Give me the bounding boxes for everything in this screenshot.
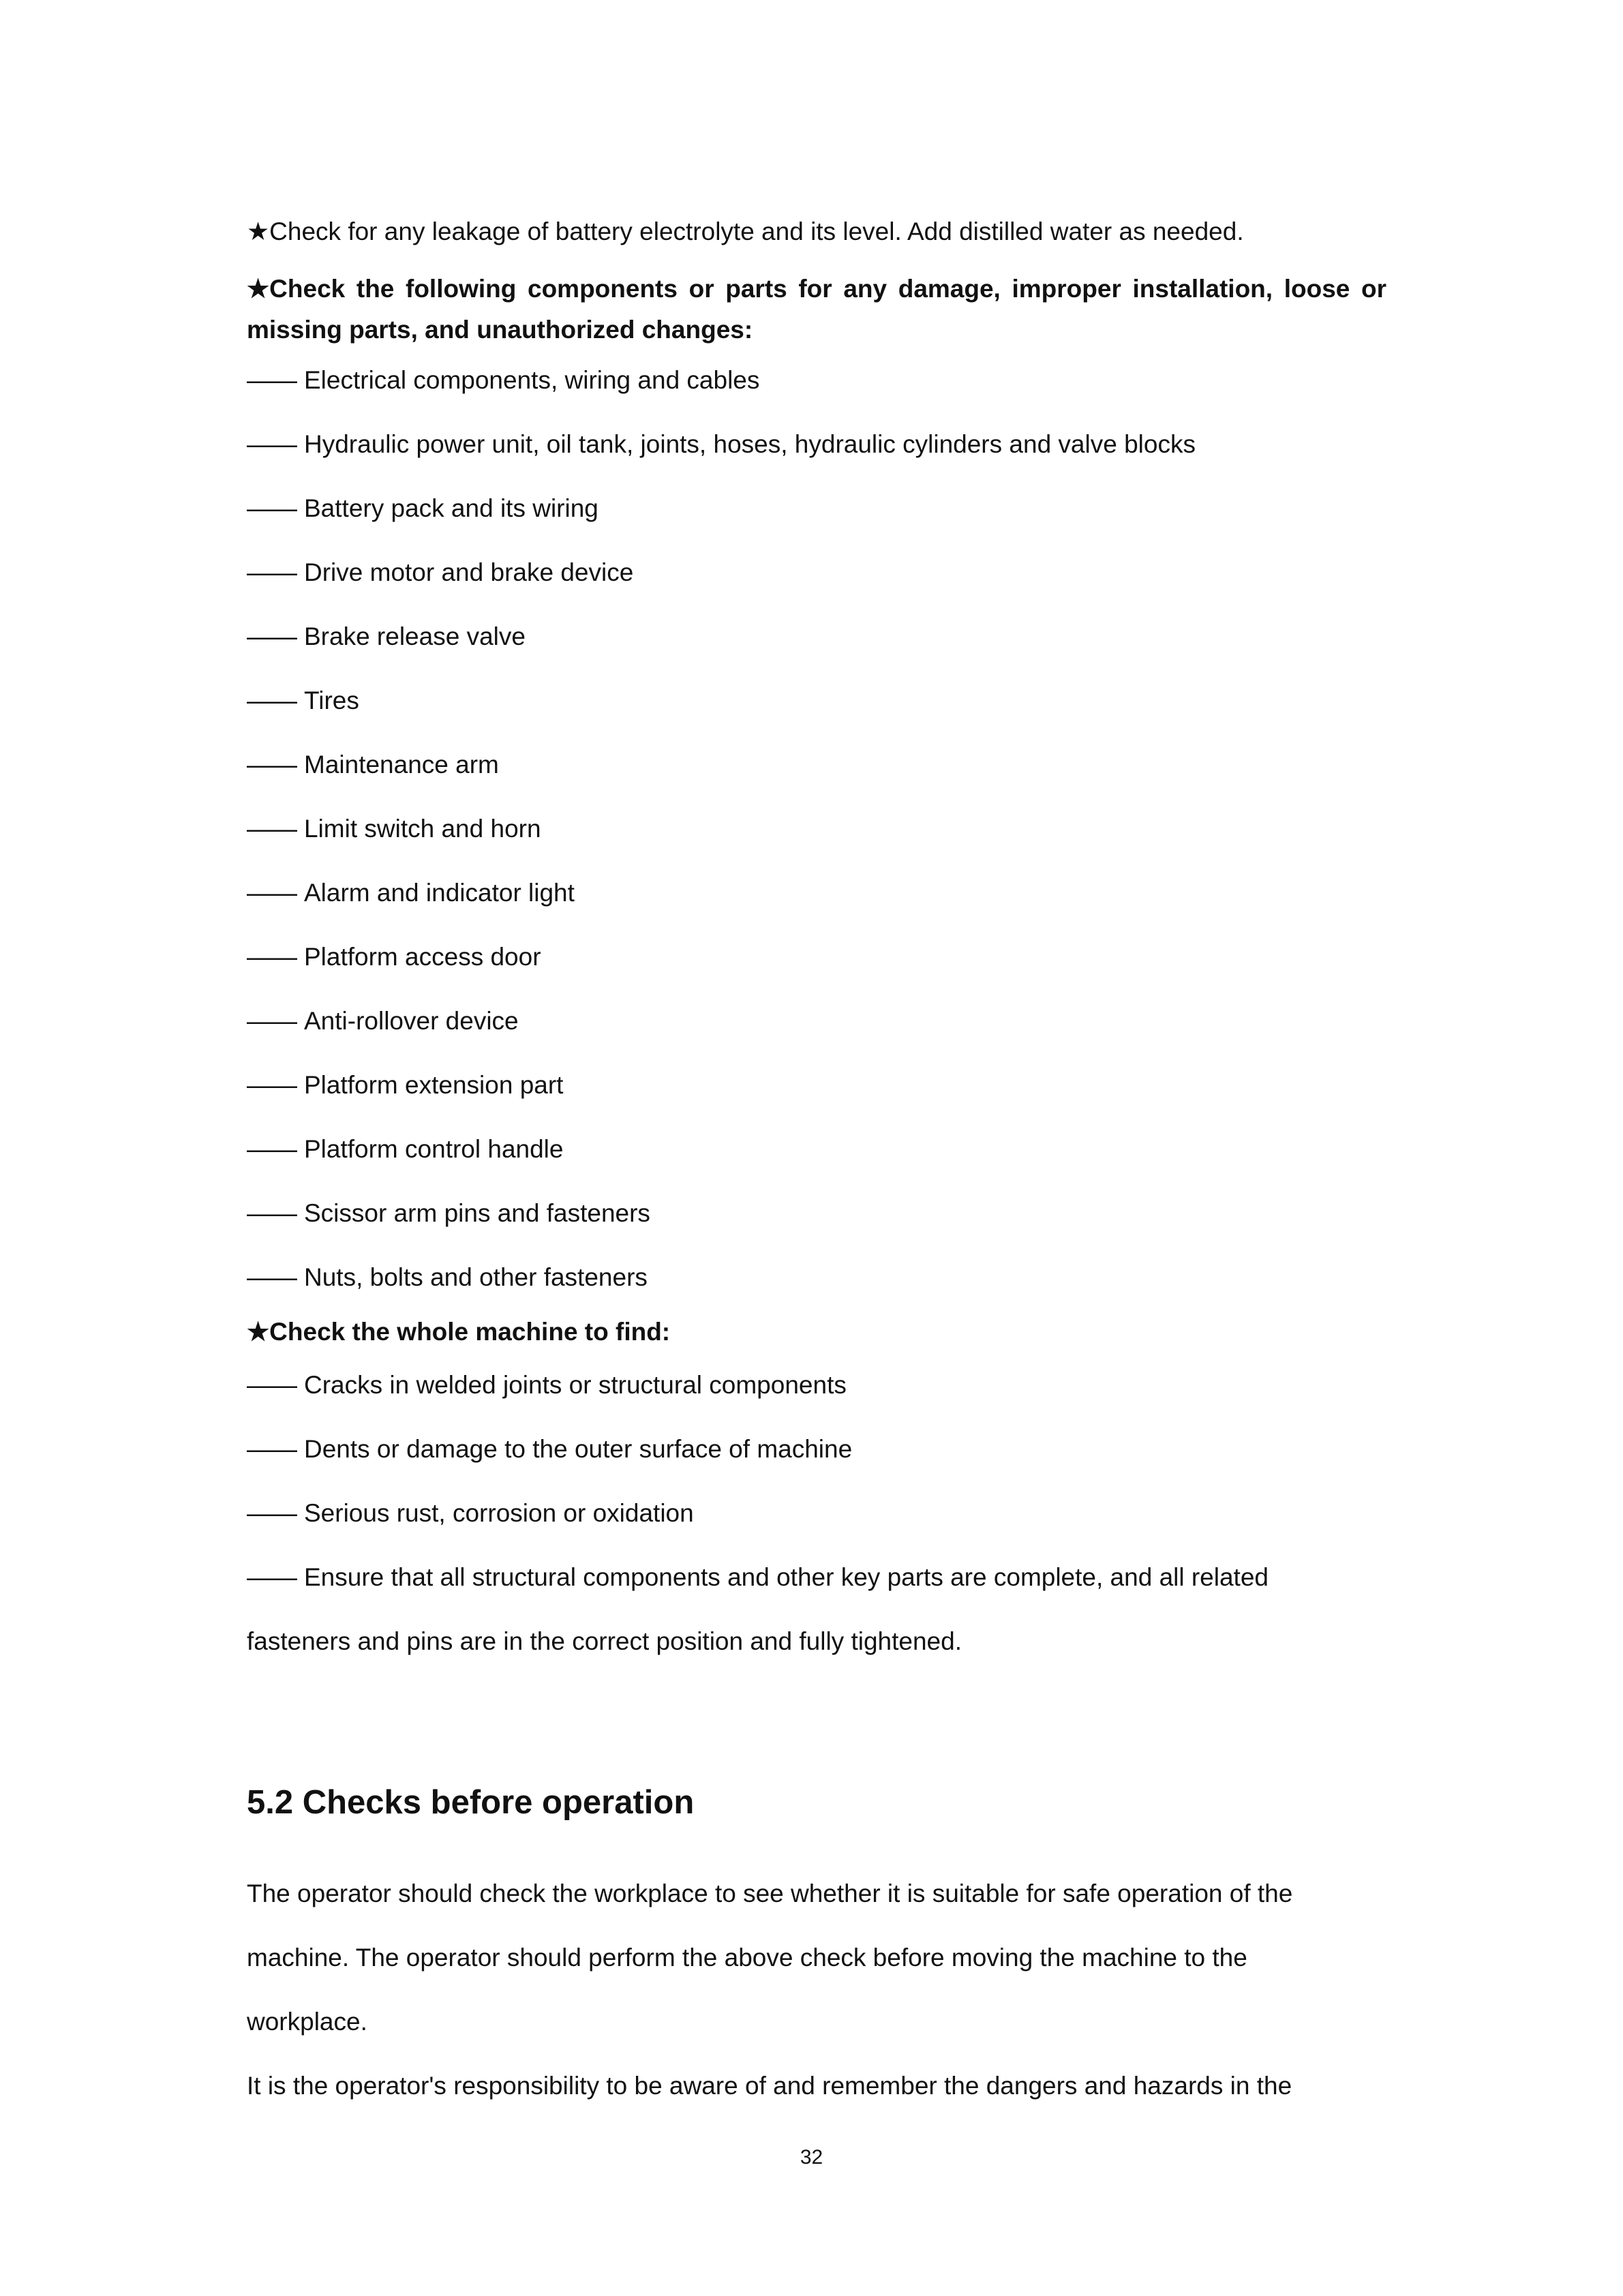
component-item (247, 1261, 648, 1294)
machine-heading (247, 1316, 670, 1348)
component-item (247, 492, 598, 525)
paragraph-line: It is the operator's responsibility to be aware of and remember the dangers and hazards in the (247, 2072, 1292, 2100)
dash-icon: —— (247, 622, 297, 650)
dash-icon: —— (247, 815, 297, 843)
machine-item (247, 1433, 852, 1466)
machine-item (247, 1369, 847, 1402)
component-text: Electrical components, wiring and cables (304, 366, 760, 394)
machine-item (247, 1497, 694, 1530)
section-title: 5.2 Checks before operation (247, 1784, 695, 1821)
component-item (247, 1197, 650, 1230)
component-text: Battery pack and its wiring (304, 494, 598, 522)
component-item (247, 684, 359, 717)
dash-icon: —— (247, 943, 297, 971)
dash-icon: —— (247, 1499, 297, 1527)
dash-icon: —— (247, 1199, 297, 1227)
dash-icon: —— (247, 366, 297, 394)
machine-item-continuation: fasteners and pins are in the correct position and fully tightened. (247, 1627, 962, 1655)
dash-icon: —— (247, 1371, 297, 1399)
dash-icon: —— (247, 558, 297, 586)
dash-icon: —— (247, 494, 297, 522)
component-item (247, 941, 541, 973)
dash-icon: —— (247, 430, 297, 458)
component-text: Platform access door (304, 943, 541, 971)
component-item (247, 877, 575, 909)
component-text: Scissor arm pins and fasteners (304, 1199, 650, 1227)
page-number: 32 (800, 2146, 823, 2169)
component-item (247, 749, 499, 781)
star-icon: ★ (247, 217, 270, 245)
component-text: Tires (304, 686, 359, 714)
component-text: Nuts, bolts and other fasteners (304, 1263, 648, 1291)
components-heading-text: Check the following components or parts for any damage, improper installation, loose or missing parts, and unauthorized changes: (247, 275, 1386, 344)
components-heading (247, 269, 1386, 350)
machine-item (247, 1561, 1269, 1594)
component-item (247, 364, 759, 397)
component-text: Drive motor and brake device (304, 558, 634, 586)
machine-item-text: Serious rust, corrosion or oxidation (304, 1499, 694, 1527)
machine-item-text: Dents or damage to the outer surface of machine (304, 1435, 853, 1463)
battery-check-item (247, 215, 1244, 248)
component-text: Alarm and indicator light (304, 879, 575, 907)
paragraph-line: machine. The operator should perform the above check before moving the machine to the (247, 1944, 1247, 1972)
battery-check-text: Check for any leakage of battery electrolyte and its level. Add distilled water as needed. (269, 217, 1244, 245)
dash-icon: —— (247, 1135, 297, 1163)
component-text: Maintenance arm (304, 751, 499, 779)
component-item (247, 1005, 519, 1038)
dash-icon: —— (247, 1263, 297, 1291)
component-item (247, 1133, 563, 1166)
component-item (247, 620, 526, 653)
star-icon: ★ (247, 1318, 270, 1346)
dash-icon: —— (247, 1563, 297, 1591)
component-text: Brake release valve (304, 622, 526, 650)
machine-heading-text: Check the whole machine to find: (269, 1318, 671, 1346)
component-item (247, 428, 1196, 461)
component-item (247, 1069, 563, 1102)
paragraph-line: The operator should check the workplace to see whether it is suitable for safe operation of the (247, 1879, 1293, 1907)
component-text: Platform control handle (304, 1135, 564, 1163)
machine-item-text: Ensure that all structural components and other key parts are complete, and all related (304, 1563, 1269, 1591)
component-item (247, 556, 633, 589)
dash-icon: —— (247, 1071, 297, 1099)
star-icon: ★ (247, 275, 270, 303)
machine-item-text: Cracks in welded joints or structural components (304, 1371, 847, 1399)
dash-icon: —— (247, 686, 297, 714)
dash-icon: —— (247, 751, 297, 779)
dash-icon: —— (247, 1435, 297, 1463)
dash-icon: —— (247, 1007, 297, 1035)
component-item (247, 813, 541, 845)
component-text: Hydraulic power unit, oil tank, joints, hoses, hydraulic cylinders and valve blocks (304, 430, 1196, 458)
component-text: Platform extension part (304, 1071, 564, 1099)
component-text: Limit switch and horn (304, 815, 541, 843)
component-text: Anti-rollover device (304, 1007, 519, 1035)
dash-icon: —— (247, 879, 297, 907)
paragraph-line: workplace. (247, 2008, 367, 2036)
